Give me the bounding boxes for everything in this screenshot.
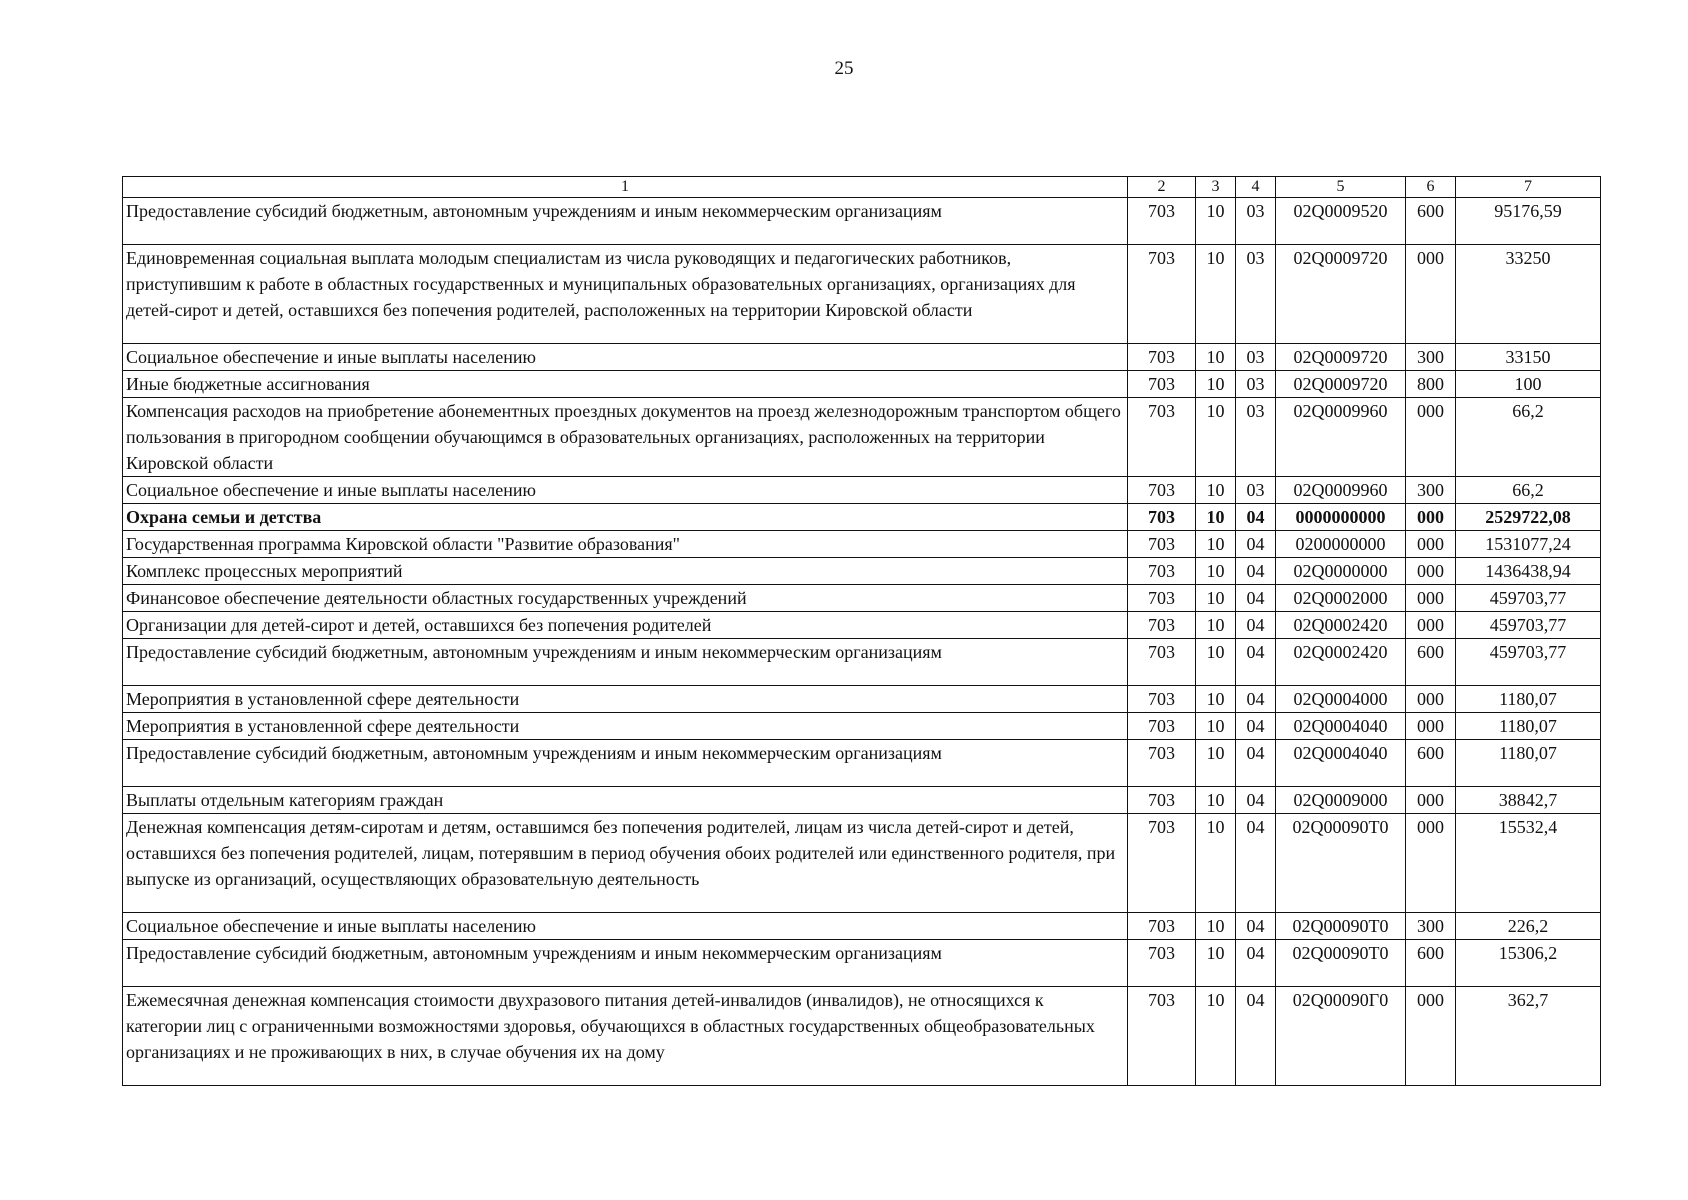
row-col-5: 02Q0004040 — [1276, 740, 1406, 787]
row-col-3: 10 — [1196, 531, 1236, 558]
table-row — [123, 987, 1601, 1086]
row-col-2: 703 — [1128, 371, 1196, 398]
row-col-3: 10 — [1196, 913, 1236, 940]
row-col-5: 02Q0004000 — [1276, 686, 1406, 713]
row-col-2: 703 — [1128, 612, 1196, 639]
row-col-2: 703 — [1128, 398, 1196, 477]
row-amount: 1180,07 — [1456, 686, 1601, 713]
row-col-6: 000 — [1406, 814, 1456, 913]
row-name: Денежная компенсация детям-сиротам и детям, оставшимся без попечения родителей, лицам из числа детей-сирот и детей, оставшихся без попечения родителей, лицам, потерявшим в период обучения обоих родителей или единственного родителя, при выпуске из организаций, осуществляющих образовательную деятельность — [123, 814, 1128, 913]
row-name: Комплекс процессных мероприятий — [123, 558, 1128, 585]
table-row — [123, 531, 1601, 558]
row-col-6: 000 — [1406, 245, 1456, 344]
table-row — [123, 740, 1601, 787]
header-col-7: 7 — [1456, 177, 1601, 198]
row-amount: 1436438,94 — [1456, 558, 1601, 585]
row-col-6: 000 — [1406, 787, 1456, 814]
row-col-4: 04 — [1236, 531, 1276, 558]
row-col-4: 04 — [1236, 913, 1276, 940]
row-col-4: 04 — [1236, 639, 1276, 686]
row-col-5: 02Q0000000 — [1276, 558, 1406, 585]
row-col-4: 04 — [1236, 612, 1276, 639]
row-col-6: 600 — [1406, 198, 1456, 245]
row-col-4: 03 — [1236, 245, 1276, 344]
row-amount: 459703,77 — [1456, 612, 1601, 639]
row-col-5: 02Q0004040 — [1276, 713, 1406, 740]
table-row — [123, 371, 1601, 398]
table-row — [123, 477, 1601, 504]
row-col-6: 300 — [1406, 913, 1456, 940]
row-col-4: 04 — [1236, 558, 1276, 585]
row-col-5: 02Q0002420 — [1276, 612, 1406, 639]
row-col-3: 10 — [1196, 940, 1236, 987]
header-col-4: 4 — [1236, 177, 1276, 198]
row-name: Компенсация расходов на приобретение абонементных проездных документов на проезд железнодорожным транспортом общего пользования в пригородном сообщении обучающимся в образовательных организациях, расположенных на территории Кировской области — [123, 398, 1128, 477]
row-col-6: 000 — [1406, 558, 1456, 585]
row-col-2: 703 — [1128, 531, 1196, 558]
table-row — [123, 713, 1601, 740]
row-col-5: 0000000000 — [1276, 504, 1406, 531]
table-row — [123, 585, 1601, 612]
row-amount: 1531077,24 — [1456, 531, 1601, 558]
row-amount: 100 — [1456, 371, 1601, 398]
row-amount: 459703,77 — [1456, 639, 1601, 686]
header-col-1: 1 — [123, 177, 1128, 198]
table-row — [123, 558, 1601, 585]
row-col-2: 703 — [1128, 787, 1196, 814]
row-col-6: 300 — [1406, 344, 1456, 371]
row-amount: 1180,07 — [1456, 740, 1601, 787]
row-col-3: 10 — [1196, 585, 1236, 612]
row-col-4: 03 — [1236, 398, 1276, 477]
row-col-2: 703 — [1128, 814, 1196, 913]
row-col-3: 10 — [1196, 612, 1236, 639]
row-col-4: 04 — [1236, 787, 1276, 814]
row-col-4: 03 — [1236, 344, 1276, 371]
row-col-5: 02Q0002000 — [1276, 585, 1406, 612]
row-name: Выплаты отдельным категориям граждан — [123, 787, 1128, 814]
table-row — [123, 344, 1601, 371]
row-col-2: 703 — [1128, 987, 1196, 1086]
row-col-5: 02Q0009720 — [1276, 245, 1406, 344]
row-amount: 459703,77 — [1456, 585, 1601, 612]
row-col-5: 02Q0002420 — [1276, 639, 1406, 686]
row-col-2: 703 — [1128, 585, 1196, 612]
row-col-6: 300 — [1406, 477, 1456, 504]
row-col-5: 0200000000 — [1276, 531, 1406, 558]
row-amount: 95176,59 — [1456, 198, 1601, 245]
page-number: 25 — [834, 58, 854, 79]
row-col-5: 02Q0009960 — [1276, 398, 1406, 477]
table-row — [123, 686, 1601, 713]
row-col-5: 02Q0009960 — [1276, 477, 1406, 504]
row-name: Охрана семьи и детства — [123, 504, 1128, 531]
table-row — [123, 198, 1601, 245]
row-name: Мероприятия в установленной сфере деятельности — [123, 713, 1128, 740]
budget-table — [122, 176, 1601, 1086]
row-col-5: 02Q0009520 — [1276, 198, 1406, 245]
row-col-6: 000 — [1406, 585, 1456, 612]
row-col-5: 02Q0009720 — [1276, 344, 1406, 371]
row-col-6: 000 — [1406, 987, 1456, 1086]
table-row — [123, 913, 1601, 940]
table-row — [123, 940, 1601, 987]
row-amount: 2529722,08 — [1456, 504, 1601, 531]
row-col-4: 04 — [1236, 940, 1276, 987]
row-amount: 66,2 — [1456, 477, 1601, 504]
row-name: Социальное обеспечение и иные выплаты населению — [123, 477, 1128, 504]
row-col-3: 10 — [1196, 740, 1236, 787]
row-name: Предоставление субсидий бюджетным, автономным учреждениям и иным некоммерческим организациям — [123, 740, 1128, 787]
row-col-5: 02Q0009720 — [1276, 371, 1406, 398]
row-col-6: 000 — [1406, 504, 1456, 531]
row-col-3: 10 — [1196, 987, 1236, 1086]
row-name: Финансовое обеспечение деятельности областных государственных учреждений — [123, 585, 1128, 612]
row-col-4: 04 — [1236, 814, 1276, 913]
row-col-2: 703 — [1128, 740, 1196, 787]
row-col-3: 10 — [1196, 787, 1236, 814]
row-col-3: 10 — [1196, 558, 1236, 585]
row-col-3: 10 — [1196, 398, 1236, 477]
table-row — [123, 639, 1601, 686]
row-col-6: 000 — [1406, 713, 1456, 740]
row-col-2: 703 — [1128, 913, 1196, 940]
row-col-3: 10 — [1196, 371, 1236, 398]
table-row — [123, 245, 1601, 344]
row-name: Мероприятия в установленной сфере деятельности — [123, 686, 1128, 713]
row-name: Предоставление субсидий бюджетным, автономным учреждениям и иным некоммерческим организациям — [123, 639, 1128, 686]
row-col-6: 800 — [1406, 371, 1456, 398]
row-amount: 66,2 — [1456, 398, 1601, 477]
row-col-3: 10 — [1196, 504, 1236, 531]
row-col-2: 703 — [1128, 686, 1196, 713]
row-col-4: 04 — [1236, 585, 1276, 612]
row-amount: 33150 — [1456, 344, 1601, 371]
row-col-5: 02Q00090Г0 — [1276, 987, 1406, 1086]
row-col-4: 03 — [1236, 198, 1276, 245]
row-col-6: 000 — [1406, 531, 1456, 558]
row-name: Предоставление субсидий бюджетным, автономным учреждениям и иным некоммерческим организациям — [123, 198, 1128, 245]
header-col-5: 5 — [1276, 177, 1406, 198]
row-col-2: 703 — [1128, 504, 1196, 531]
row-col-3: 10 — [1196, 477, 1236, 504]
row-name: Социальное обеспечение и иные выплаты населению — [123, 913, 1128, 940]
row-name: Социальное обеспечение и иные выплаты населению — [123, 344, 1128, 371]
row-col-3: 10 — [1196, 344, 1236, 371]
header-col-2: 2 — [1128, 177, 1196, 198]
row-col-3: 10 — [1196, 713, 1236, 740]
row-col-5: 02Q0009000 — [1276, 787, 1406, 814]
row-col-4: 03 — [1236, 371, 1276, 398]
row-amount: 362,7 — [1456, 987, 1601, 1086]
row-amount: 38842,7 — [1456, 787, 1601, 814]
row-amount: 15306,2 — [1456, 940, 1601, 987]
table-row — [123, 398, 1601, 477]
table-row — [123, 504, 1601, 531]
table-row — [123, 814, 1601, 913]
row-col-6: 000 — [1406, 686, 1456, 713]
row-col-4: 04 — [1236, 504, 1276, 531]
row-col-3: 10 — [1196, 245, 1236, 344]
row-col-2: 703 — [1128, 639, 1196, 686]
row-col-6: 000 — [1406, 398, 1456, 477]
row-name: Единовременная социальная выплата молодым специалистам из числа руководящих и педагогических работников, приступившим к работе в областных государственных и муниципальных образовательных организациях, организациях для детей-сирот и детей, оставшихся без попечения родителей, расположенных на территории Кировской области — [123, 245, 1128, 344]
row-col-3: 10 — [1196, 198, 1236, 245]
row-col-2: 703 — [1128, 344, 1196, 371]
row-col-4: 04 — [1236, 740, 1276, 787]
row-col-4: 04 — [1236, 686, 1276, 713]
row-col-2: 703 — [1128, 558, 1196, 585]
row-col-3: 10 — [1196, 814, 1236, 913]
row-name: Ежемесячная денежная компенсация стоимости двухразового питания детей-инвалидов (инвалидов), не относящихся к категории лиц с ограниченными возможностями здоровья, обучающихся в областных государственных общеобразовательных организациях и не проживающих в них, в случае обучения их на дому — [123, 987, 1128, 1086]
row-col-2: 703 — [1128, 477, 1196, 504]
row-col-4: 03 — [1236, 477, 1276, 504]
row-col-3: 10 — [1196, 686, 1236, 713]
row-name: Иные бюджетные ассигнования — [123, 371, 1128, 398]
row-col-6: 600 — [1406, 940, 1456, 987]
row-col-2: 703 — [1128, 245, 1196, 344]
row-amount: 226,2 — [1456, 913, 1601, 940]
row-col-2: 703 — [1128, 940, 1196, 987]
row-col-3: 10 — [1196, 639, 1236, 686]
row-col-2: 703 — [1128, 198, 1196, 245]
row-amount: 33250 — [1456, 245, 1601, 344]
row-col-4: 04 — [1236, 987, 1276, 1086]
row-col-2: 703 — [1128, 713, 1196, 740]
table-row — [123, 787, 1601, 814]
row-col-6: 600 — [1406, 740, 1456, 787]
row-col-5: 02Q00090Т0 — [1276, 913, 1406, 940]
row-col-6: 000 — [1406, 612, 1456, 639]
row-col-5: 02Q00090Т0 — [1276, 814, 1406, 913]
row-col-6: 600 — [1406, 639, 1456, 686]
row-name: Организации для детей-сирот и детей, оставшихся без попечения родителей — [123, 612, 1128, 639]
row-amount: 1180,07 — [1456, 713, 1601, 740]
row-col-4: 04 — [1236, 713, 1276, 740]
row-name: Предоставление субсидий бюджетным, автономным учреждениям и иным некоммерческим организациям — [123, 940, 1128, 987]
row-name: Государственная программа Кировской области "Развитие образования" — [123, 531, 1128, 558]
header-col-3: 3 — [1196, 177, 1236, 198]
table-row — [123, 612, 1601, 639]
header-col-6: 6 — [1406, 177, 1456, 198]
table-header-row — [123, 177, 1601, 198]
row-amount: 15532,4 — [1456, 814, 1601, 913]
row-col-5: 02Q00090Т0 — [1276, 940, 1406, 987]
